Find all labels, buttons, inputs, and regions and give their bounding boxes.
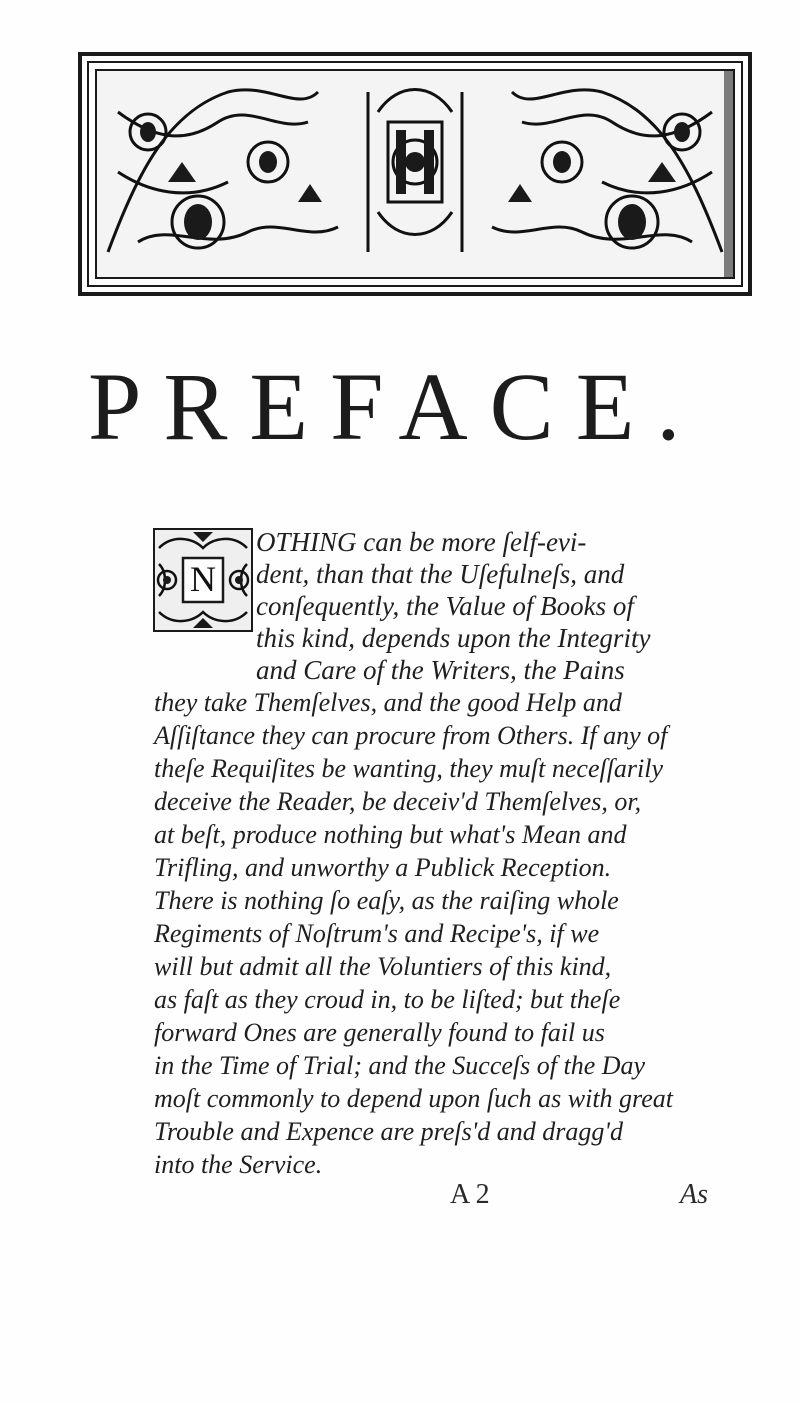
text-line: into the Service. — [154, 1150, 323, 1179]
text-line: Trouble and Expence are preſs'd and dragg'd — [154, 1117, 623, 1146]
text-line: in the Time of Trial; and the Succeſs of the Day — [154, 1051, 646, 1080]
catchword: As — [680, 1179, 708, 1210]
dropcap-letter: N — [190, 559, 216, 599]
text-line: Trifling, and unworthy a Publick Reception. — [154, 853, 612, 882]
text-line: as faſt as they croud in, to be liſted; but theſe — [154, 985, 621, 1014]
text-line: this kind, depends upon the Integrity — [256, 623, 651, 653]
text-line: dent, than that the Uſefulneſs, and — [256, 559, 625, 589]
text-line: conſequently, the Value of Books of — [256, 591, 634, 621]
text-line: they take Themſelves, and the good Help and — [154, 688, 622, 717]
text-line: and Care of the Writers, the Pains — [256, 655, 625, 685]
text-line: There is nothing ſo eaſy, as the raiſing whole — [154, 886, 619, 915]
text-line: at beſt, produce nothing but what's Mean and — [154, 820, 627, 849]
text-line: moſt commonly to depend upon ſuch as with great — [154, 1084, 673, 1113]
ornamental-initial-icon — [153, 528, 253, 632]
text-line: will but admit all the Voluntiers of this kind, — [154, 952, 612, 981]
headpiece-ornament-icon — [78, 52, 752, 296]
page-title: PREFACE. — [88, 353, 703, 460]
signature-mark: A 2 — [450, 1179, 490, 1210]
text-line: deceive the Reader, be deceiv'd Themſelves, or, — [154, 787, 642, 816]
text-line: Regiments of Noſtrum's and Recipe's, if we — [154, 919, 600, 948]
text-line: theſe Requiſites be wanting, they muſt neceſſarily — [154, 754, 664, 783]
text-line: OTHING can be more ſelf-evi- — [256, 527, 587, 557]
text-line: forward Ones are generally found to fail us — [154, 1018, 605, 1047]
text-line: Aſſiſtance they can procure from Others. If any of — [154, 721, 668, 750]
